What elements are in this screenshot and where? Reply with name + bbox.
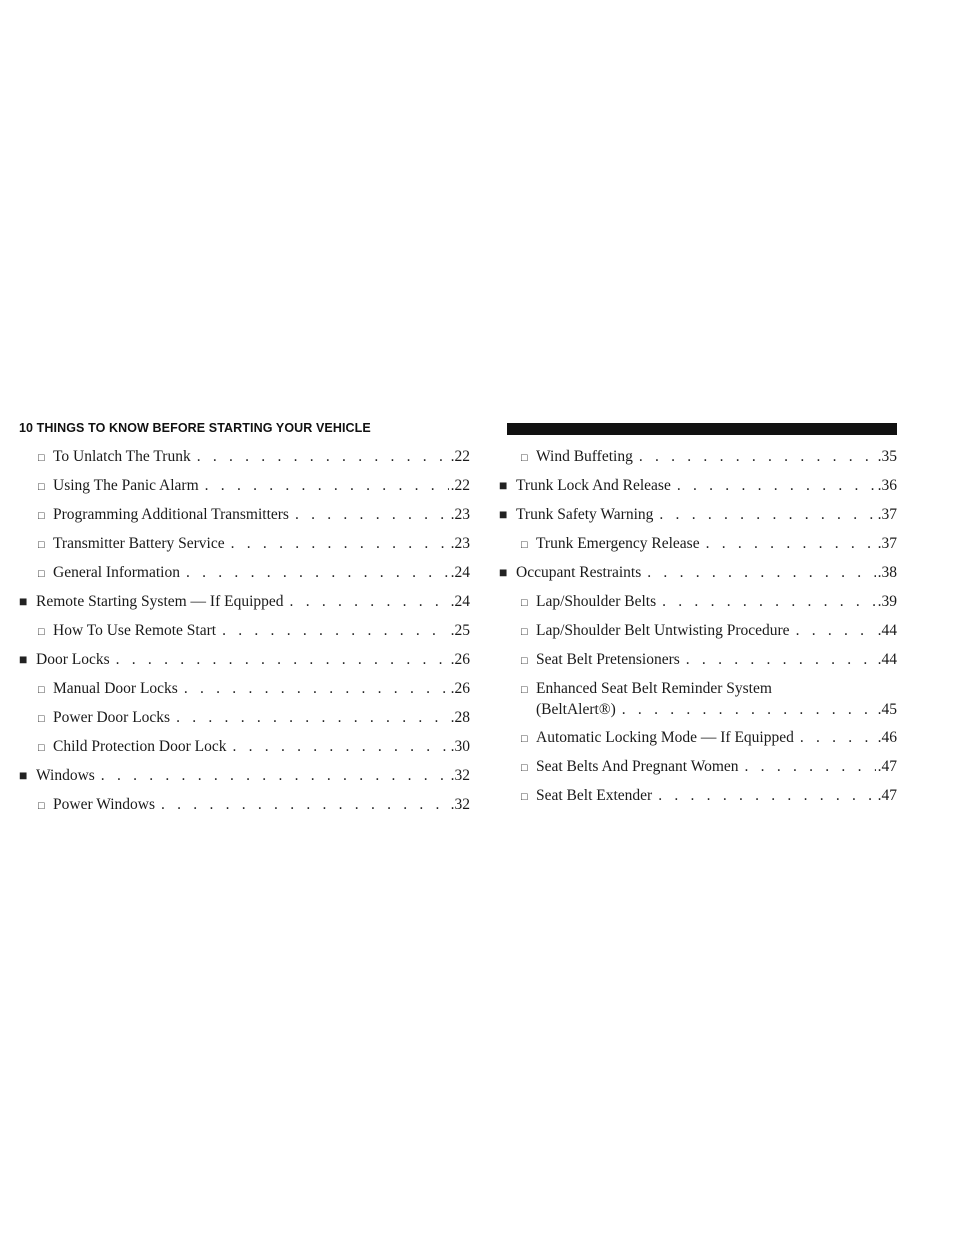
toc-entry-page: .35: [877, 448, 897, 465]
dot-leader: [197, 447, 449, 467]
dot-leader: [290, 592, 449, 612]
dot-leader: [184, 679, 449, 699]
hollow-square-bullet-icon: □: [38, 800, 45, 812]
toc-entry-label: Seat Belt Extender: [536, 787, 653, 804]
toc-entry[interactable]: [499, 505, 897, 526]
toc-entry[interactable]: [499, 563, 897, 584]
dot-leader: [677, 476, 876, 496]
dot-leader: [686, 650, 876, 670]
toc-entry-label: Power Door Locks: [53, 709, 171, 726]
toc-entry-label: Trunk Lock And Release: [516, 477, 671, 494]
toc-entry-label: Lap/Shoulder Belts: [536, 593, 657, 610]
page-header: [19, 420, 897, 440]
toc-entry-label: Wind Buffeting: [536, 448, 633, 465]
toc-entry[interactable]: [521, 679, 897, 720]
toc-entry-page: .47: [877, 787, 897, 804]
toc-entry-page: .37: [877, 506, 897, 523]
toc-entry[interactable]: [19, 563, 470, 584]
toc-entry[interactable]: [521, 621, 897, 642]
hollow-square-bullet-icon: □: [521, 452, 528, 464]
black-square-bullet-icon: ■: [499, 508, 508, 523]
header-rule: [507, 423, 897, 435]
toc-entry-page: .23: [450, 506, 470, 523]
hollow-square-bullet-icon: □: [38, 510, 45, 522]
toc-entry-page: .22: [450, 477, 470, 494]
toc-entry-label-continued: (BeltAlert®): [536, 701, 616, 718]
hollow-square-bullet-icon: □: [38, 713, 45, 725]
hollow-square-bullet-icon: □: [521, 539, 528, 551]
toc-entry-page: .44: [877, 622, 897, 639]
toc-entry-page: .39: [877, 593, 897, 610]
toc-column-left: [19, 447, 470, 824]
dot-leader: [101, 766, 449, 786]
dot-leader: [231, 534, 449, 554]
toc-entry[interactable]: [19, 505, 470, 526]
black-square-bullet-icon: ■: [19, 769, 28, 784]
hollow-square-bullet-icon: □: [38, 452, 45, 464]
dot-leader: [186, 563, 449, 583]
black-square-bullet-icon: ■: [19, 653, 28, 668]
hollow-square-bullet-icon: □: [38, 684, 45, 696]
dot-leader: [161, 795, 449, 815]
hollow-square-bullet-icon: □: [38, 481, 45, 493]
toc-entry-label: Windows: [36, 767, 95, 784]
toc-column-right: [499, 447, 897, 815]
dot-leader: [222, 621, 449, 641]
toc-entry-page: .37: [877, 535, 897, 552]
toc-entry[interactable]: [19, 679, 470, 700]
toc-entry-page: .32: [450, 767, 470, 784]
toc-entry[interactable]: [521, 650, 897, 671]
dot-leader: [647, 563, 875, 583]
toc-entry-label: Manual Door Locks: [53, 680, 178, 697]
hollow-square-bullet-icon: □: [521, 762, 528, 774]
dot-leader: [800, 728, 876, 748]
toc-entry[interactable]: [521, 728, 897, 749]
toc-entry-page: .26: [450, 680, 470, 697]
toc-entry-page: .46: [877, 729, 897, 746]
toc-entry-label: General Information: [53, 564, 180, 581]
toc-entry-label: Transmitter Battery Service: [53, 535, 225, 552]
toc-entry[interactable]: [19, 737, 470, 758]
toc-entry-page: .47: [877, 758, 897, 775]
hollow-square-bullet-icon: □: [38, 742, 45, 754]
hollow-square-bullet-icon: □: [521, 684, 528, 696]
hollow-square-bullet-icon: □: [521, 597, 528, 609]
page-header-title: 10 THINGS TO KNOW BEFORE STARTING YOUR VEHICLE: [19, 421, 371, 435]
toc-entry-page: .45: [877, 701, 897, 718]
dot-leader: [796, 621, 876, 641]
dot-leader: [639, 447, 876, 467]
toc-entry-page: .25: [450, 622, 470, 639]
toc-entry[interactable]: [19, 621, 470, 642]
toc-entry-label: Seat Belt Pretensioners: [536, 651, 680, 668]
hollow-square-bullet-icon: □: [521, 655, 528, 667]
toc-entry-label: Remote Starting System — If Equipped: [36, 593, 284, 610]
toc-entry[interactable]: [19, 766, 470, 787]
toc-entry[interactable]: [521, 534, 897, 555]
toc-entry[interactable]: [19, 650, 470, 671]
dot-leader: [233, 737, 449, 757]
toc-entry-page: .30: [450, 738, 470, 755]
toc-entry-label: Occupant Restraints: [516, 564, 642, 581]
hollow-square-bullet-icon: □: [38, 539, 45, 551]
toc-entry-label: Enhanced Seat Belt Reminder System: [536, 680, 772, 697]
dot-leader: [116, 650, 449, 670]
toc-entry[interactable]: [19, 447, 470, 468]
toc-entry[interactable]: [19, 708, 470, 729]
hollow-square-bullet-icon: □: [38, 568, 45, 580]
dot-leader: [706, 534, 876, 554]
toc-entry[interactable]: [499, 476, 897, 497]
toc-entry[interactable]: [521, 447, 897, 468]
toc-entry-page: .22: [450, 448, 470, 465]
toc-entry-label: To Unlatch The Trunk: [53, 448, 191, 465]
toc-entry[interactable]: [19, 795, 470, 816]
toc-entry[interactable]: [19, 592, 470, 613]
black-square-bullet-icon: ■: [499, 479, 508, 494]
dot-leader: [662, 592, 876, 612]
dot-leader: [205, 476, 449, 496]
black-square-bullet-icon: ■: [19, 595, 28, 610]
toc-entry-page: .38: [877, 564, 897, 581]
toc-entry-page: .26: [450, 651, 470, 668]
dot-leader: [176, 708, 449, 728]
toc-entry-label: Automatic Locking Mode — If Equipped: [536, 729, 794, 746]
toc-entry-label: Seat Belts And Pregnant Women: [536, 758, 739, 775]
toc-entry[interactable]: [521, 757, 897, 778]
toc-entry-label: Trunk Emergency Release: [536, 535, 700, 552]
toc-entry-label: Using The Panic Alarm: [53, 477, 199, 494]
toc-entry-page: .24: [450, 564, 470, 581]
toc-entry-page: .23: [450, 535, 470, 552]
toc-entry-page: .44: [877, 651, 897, 668]
toc-entry-label: Child Protection Door Lock: [53, 738, 227, 755]
hollow-square-bullet-icon: □: [521, 733, 528, 745]
toc-entry-page: .36: [877, 477, 897, 494]
toc-entry[interactable]: [521, 786, 897, 807]
dot-leader: [745, 757, 876, 777]
black-square-bullet-icon: ■: [499, 566, 508, 581]
toc-entry-label: Door Locks: [36, 651, 110, 668]
toc-entry-page: .28: [450, 709, 470, 726]
toc-entry[interactable]: [19, 534, 470, 555]
toc-entry-label: Programming Additional Transmitters: [53, 506, 289, 523]
toc-entry-label: How To Use Remote Start: [53, 622, 217, 639]
toc-entry-page: .24: [450, 593, 470, 610]
hollow-square-bullet-icon: □: [38, 626, 45, 638]
hollow-square-bullet-icon: □: [521, 791, 528, 803]
toc-entry-label: Power Windows: [53, 796, 155, 813]
hollow-square-bullet-icon: □: [521, 626, 528, 638]
dot-leader: [622, 700, 876, 720]
toc-entry[interactable]: [521, 592, 897, 613]
toc-entry-label: Lap/Shoulder Belt Untwisting Procedure: [536, 622, 790, 639]
toc-entry-label: Trunk Safety Warning: [516, 506, 654, 523]
dot-leader: [658, 786, 875, 806]
toc-entry[interactable]: [19, 476, 470, 497]
dot-leader: [659, 505, 875, 525]
dot-leader: [295, 505, 449, 525]
toc-entry-page: .32: [450, 796, 470, 813]
